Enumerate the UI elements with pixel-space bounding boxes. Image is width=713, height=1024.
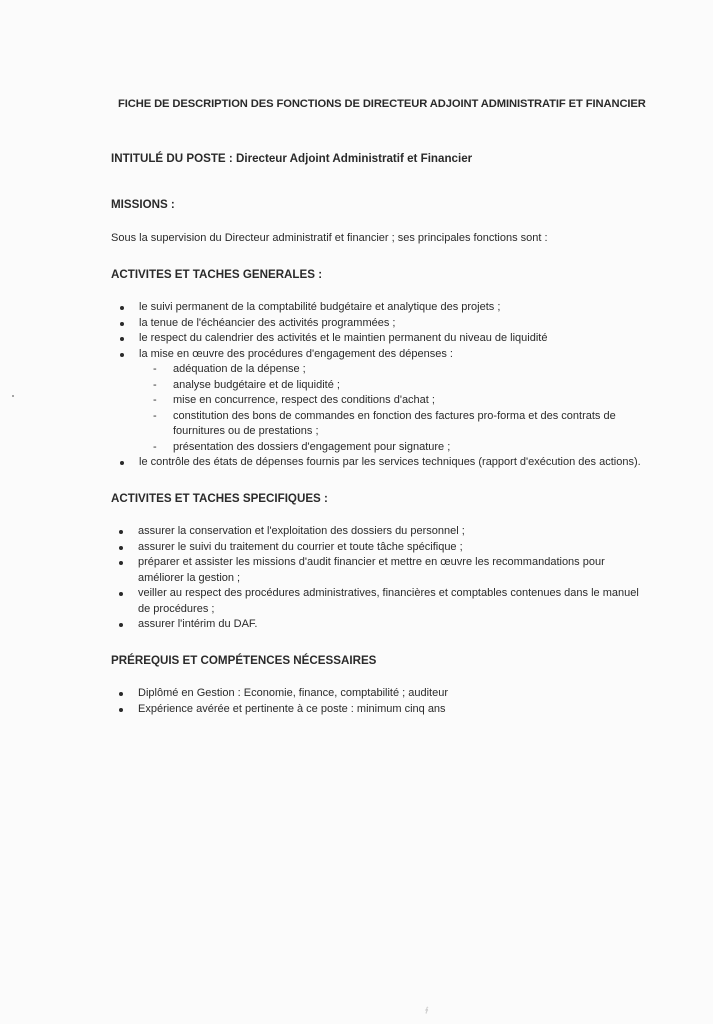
sub-list-item: - analyse budgétaire et de liquidité ; xyxy=(139,378,654,394)
list-item: Diplômé en Gestion : Economie, finance, comptabilité ; auditeur xyxy=(113,686,653,702)
list-item: assurer le suivi du traitement du courrier et toute tâche spécifique ; xyxy=(113,540,653,556)
sub-list xyxy=(139,362,654,455)
list-item-text: la mise en œuvre des procédures d'engagement des dépenses : xyxy=(139,347,453,360)
specific-tasks-heading: ACTIVITES ET TACHES SPECIFIQUES : xyxy=(111,492,328,505)
prerequisites-heading: PRÉREQUIS ET COMPÉTENCES NÉCESSAIRES xyxy=(111,654,377,667)
general-tasks-list xyxy=(114,300,654,471)
sub-list-item: - adéquation de la dépense ; xyxy=(139,362,654,378)
list-item: assurer l'intérim du DAF. xyxy=(113,617,653,633)
list-item: préparer et assister les missions d'audit financier et mettre en œuvre les recommandations pour améliorer la gestion ; xyxy=(113,555,653,586)
list-item: le contrôle des états de dépenses fournis par les services techniques (rapport d'exécution des actions). xyxy=(114,455,654,471)
list-item: veiller au respect des procédures administratives, financières et comptables contenues dans le manuel de procédures ; xyxy=(113,586,653,617)
missions-heading: MISSIONS : xyxy=(111,198,175,211)
post-value: Directeur Adjoint Administratif et Financier xyxy=(235,152,473,165)
post-title-line xyxy=(111,152,472,165)
list-item: la tenue de l'échéancier des activités programmées ; xyxy=(114,316,654,332)
sub-list-item: - constitution des bons de commandes en fonction des factures pro-forma et des contrats de fournitures ou de prestations ; xyxy=(139,409,654,440)
list-item: le suivi permanent de la comptabilité budgétaire et analytique des projets ; xyxy=(114,300,654,316)
post-label: INTITULÉ DU POSTE : xyxy=(111,152,233,165)
document-title: FICHE DE DESCRIPTION DES FONCTIONS DE DIRECTEUR ADJOINT ADMINISTRATIF ET FINANCIER xyxy=(118,98,646,110)
footer-mark: ∮ xyxy=(425,1007,429,1014)
list-item: assurer la conservation et l'exploitation des dossiers du personnel ; xyxy=(113,524,653,540)
general-tasks-heading: ACTIVITES ET TACHES GENERALES : xyxy=(111,268,323,281)
prerequisites-list xyxy=(113,686,653,717)
sub-list-item: - mise en concurrence, respect des conditions d'achat ; xyxy=(139,393,654,409)
list-item: le respect du calendrier des activités et le maintien permanent du niveau de liquidité xyxy=(114,331,654,347)
specific-tasks-list xyxy=(113,524,653,633)
list-item: Expérience avérée et pertinente à ce poste : minimum cinq ans xyxy=(113,702,653,718)
missions-intro: Sous la supervision du Directeur administratif et financier ; ses principales fonctions sont : xyxy=(111,232,548,244)
sub-list-item: - présentation des dossiers d'engagement pour signature ; xyxy=(139,440,654,456)
scan-speck xyxy=(12,395,14,397)
list-item-with-subitems xyxy=(114,347,654,456)
